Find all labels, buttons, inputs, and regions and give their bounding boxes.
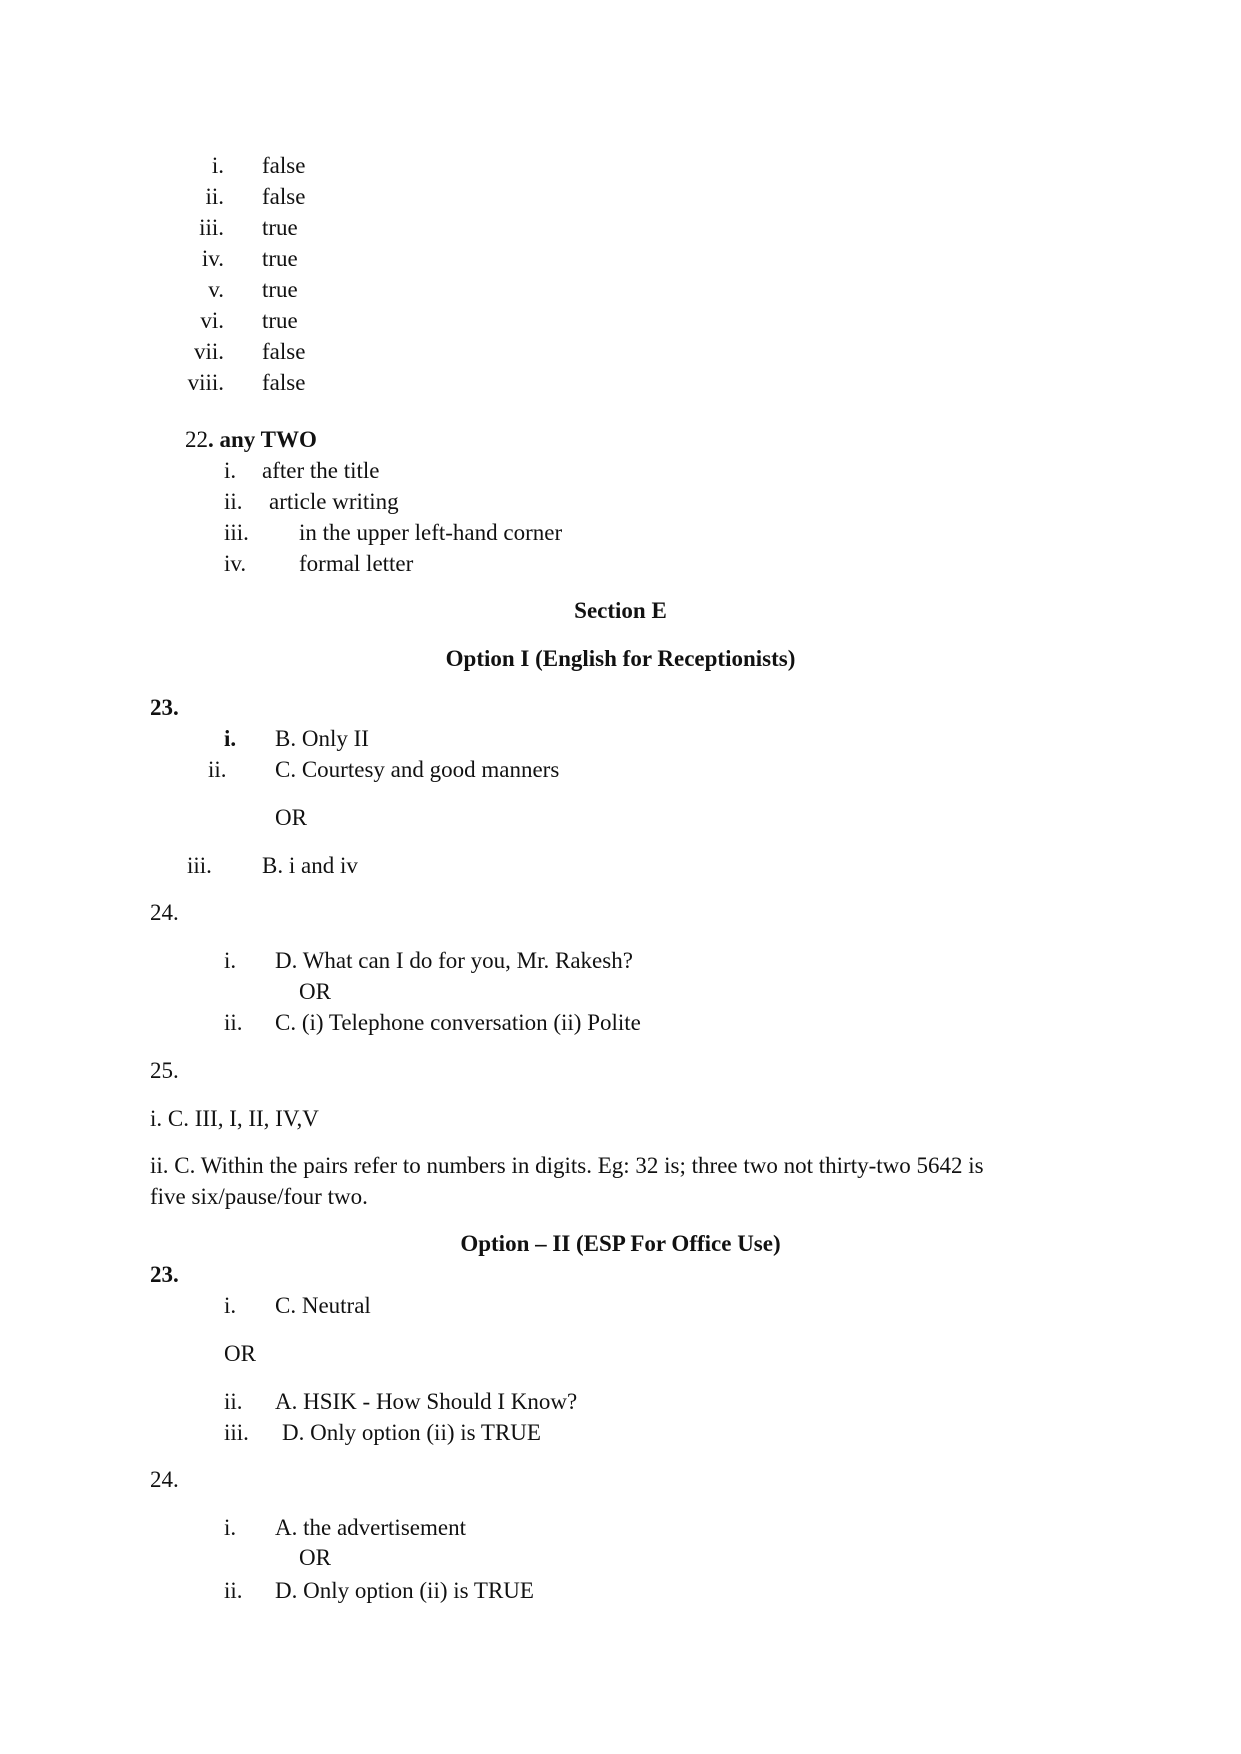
q22-answer: after the title (262, 458, 380, 483)
answer-line: i. C. III, I, II, IV,V (150, 1106, 319, 1131)
q21-num: iv. (201, 246, 224, 271)
q22-heading-text: . any TWO (208, 427, 317, 452)
item-num: i. (224, 1293, 237, 1318)
q22-heading (185, 428, 317, 451)
item-answer: A. HSIK - How Should I Know? (275, 1389, 578, 1414)
item-answer: C. Neutral (275, 1293, 371, 1318)
item-num: i. (224, 726, 237, 751)
item-num: ii. (224, 1010, 243, 1035)
q22-number: 22 (185, 427, 208, 452)
q21-answer: false (262, 339, 306, 364)
item-num: iii. (224, 1420, 249, 1445)
item-answer: C. (i) Telephone conversation (ii) Polite (275, 1010, 641, 1035)
q21-num: v. (208, 277, 224, 302)
q22-answer: in the upper left-hand corner (299, 520, 563, 545)
q21-answer: true (262, 215, 298, 240)
item-num: ii. (224, 1389, 243, 1414)
item-answer: A. the advertisement (275, 1515, 466, 1540)
q21-answer: true (262, 277, 298, 302)
item-answer: D. Only option (ii) is TRUE (275, 1578, 534, 1603)
q21-answer: false (262, 184, 306, 209)
item-answer: B. Only II (275, 726, 369, 751)
or-label: OR (224, 1341, 256, 1366)
question-number: 24. (150, 900, 179, 925)
q21-num: viii. (187, 370, 224, 395)
q22-num: iii. (224, 520, 249, 545)
q21-answer: true (262, 308, 298, 333)
item-answer: B. i and iv (262, 853, 358, 878)
option2-title: Option – II (ESP For Office Use) (460, 1231, 781, 1256)
question-number: 23. (150, 1262, 179, 1287)
question-number: 24. (150, 1467, 179, 1492)
q21-answer: false (262, 153, 306, 178)
option1-title: Option I (English for Receptionists) (445, 646, 796, 671)
or-label: OR (299, 1545, 331, 1570)
q21-num: vi. (200, 308, 224, 333)
question-number: 23. (150, 695, 179, 720)
item-answer: D. Only option (ii) is TRUE (282, 1420, 541, 1445)
q21-num: ii. (205, 184, 224, 209)
or-label: OR (299, 979, 331, 1004)
q21-num: vii. (193, 339, 224, 364)
q21-num: i. (211, 153, 224, 178)
question-number: 25. (150, 1058, 179, 1083)
section-title: Section E (574, 598, 667, 623)
item-num: ii. (224, 1578, 243, 1603)
answer-line: five six/pause/four two. (150, 1184, 368, 1209)
item-answer: C. Courtesy and good manners (275, 757, 560, 782)
q22-num: ii. (224, 489, 243, 514)
q21-num: iii. (199, 215, 224, 240)
q21-answer: true (262, 246, 298, 271)
item-num: i. (224, 1515, 237, 1540)
or-label: OR (275, 805, 307, 830)
answer-line: ii. C. Within the pairs refer to numbers in digits. Eg: 32 is; three two not thirty-two 5642 is (150, 1153, 984, 1178)
item-answer: D. What can I do for you, Mr. Rakesh? (275, 948, 633, 973)
item-num: i. (224, 948, 237, 973)
item-num: ii. (208, 757, 227, 782)
q22-num: i. (224, 458, 237, 483)
q21-answer: false (262, 370, 306, 395)
q22-num: iv. (224, 551, 247, 576)
item-num: iii. (187, 853, 212, 878)
q22-answer: article writing (269, 489, 399, 514)
q22-answer: formal letter (299, 551, 414, 576)
